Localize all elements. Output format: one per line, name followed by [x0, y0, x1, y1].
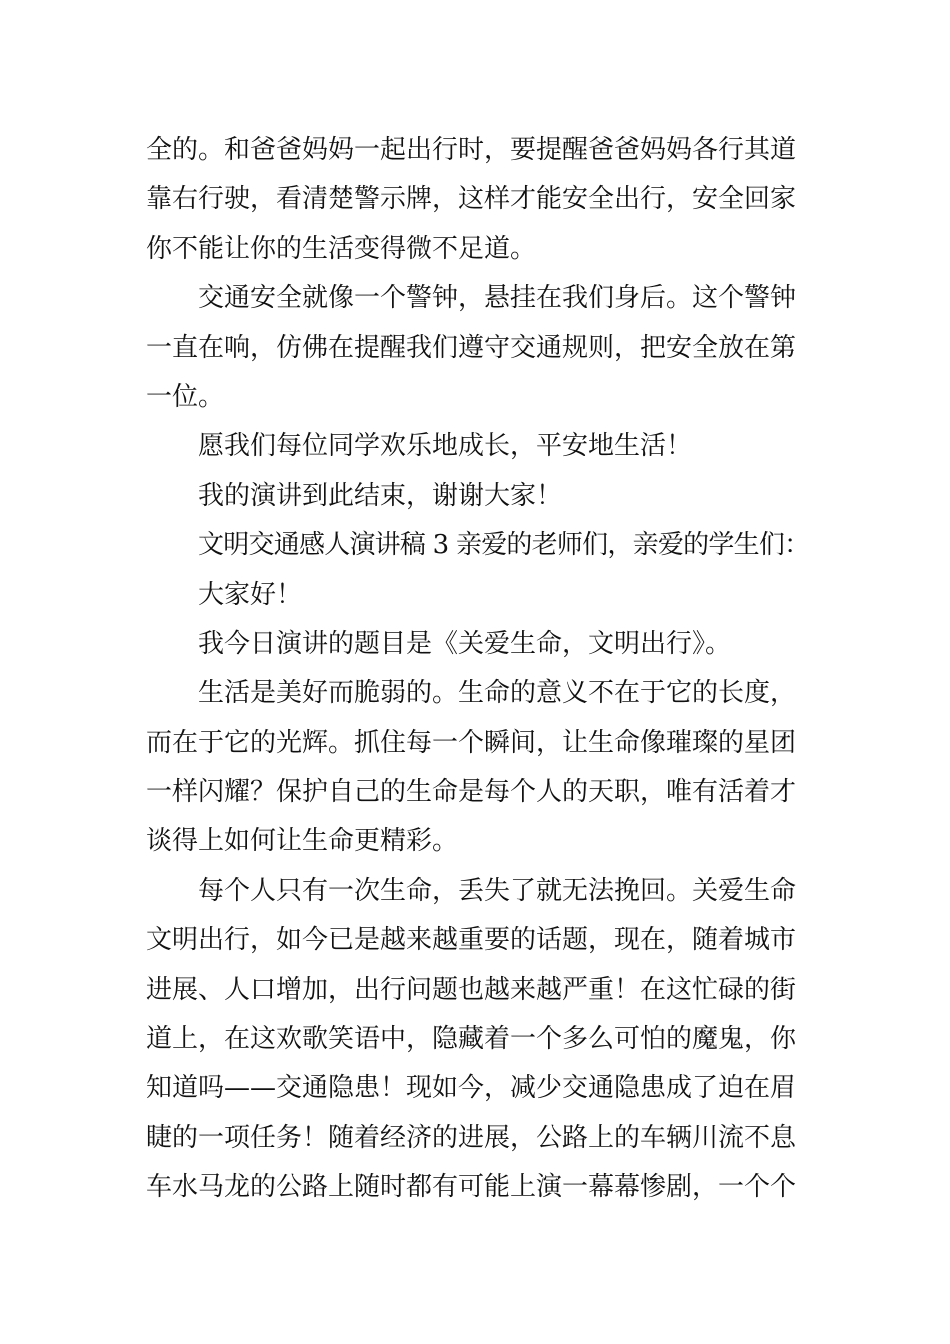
- text-line: 一位。: [146, 381, 225, 412]
- text-line: 睫的一项任务！随着经济的进展，公路上的车辆川流不息: [146, 1122, 797, 1153]
- text-line: 进展、人口增加，出行问题也越来越严重！在这忙碌的街: [146, 974, 797, 1005]
- text-line: 知道吗——交通隐患！现如今，减少交通隐患成了迫在眉: [146, 1073, 797, 1104]
- text-line: 道上，在这欢歌笑语中，隐藏着一个多么可怕的魔鬼，你: [146, 1024, 797, 1055]
- text-line: 大家好！: [198, 579, 303, 610]
- text-line: 文明出行，如今已是越来越重要的话题，现在，随着城市: [146, 925, 797, 956]
- text-line: 靠右行驶，看清楚警示牌，这样才能安全出行，安全回家: [146, 184, 797, 215]
- text-line: 全的。和爸爸妈妈一起出行时，要提醒爸爸妈妈各行其道: [146, 135, 797, 165]
- text-line: 一直在响，仿佛在提醒我们遵守交通规则，把安全放在第: [146, 332, 797, 363]
- text-line: 我的演讲到此结束，谢谢大家！: [198, 480, 563, 511]
- text-line: 愿我们每位同学欢乐地成长，平安地生活！: [198, 431, 693, 462]
- text-line: 文明交通感人演讲稿 3 亲爱的老师们，亲爱的学生们：: [198, 530, 810, 561]
- text-line: 生活是美好而脆弱的。生命的意义不在于它的长度，: [198, 678, 797, 709]
- text-line: 你不能让你的生活变得微不足道。: [146, 233, 537, 264]
- body-text: [146, 126, 810, 1213]
- text-line: 每个人只有一次生命，丢失了就无法挽回。关爱生命: [198, 875, 797, 906]
- text-line: 我今日演讲的题目是《关爱生命，文明出行》。: [198, 628, 732, 659]
- text-line: 车水马龙的公路上随时都有可能上演一幕幕惨剧，一个个: [146, 1172, 797, 1203]
- text-line: 交通安全就像一个警钟，悬挂在我们身后。这个警钟: [198, 283, 797, 314]
- text-line: 一样闪耀？保护自己的生命是每个人的天职，唯有活着才: [146, 777, 797, 808]
- text-line: 而在于它的光辉。抓住每一个瞬间，让生命像璀璨的星团: [146, 727, 797, 758]
- text-line: 谈得上如何让生命更精彩。: [146, 826, 459, 857]
